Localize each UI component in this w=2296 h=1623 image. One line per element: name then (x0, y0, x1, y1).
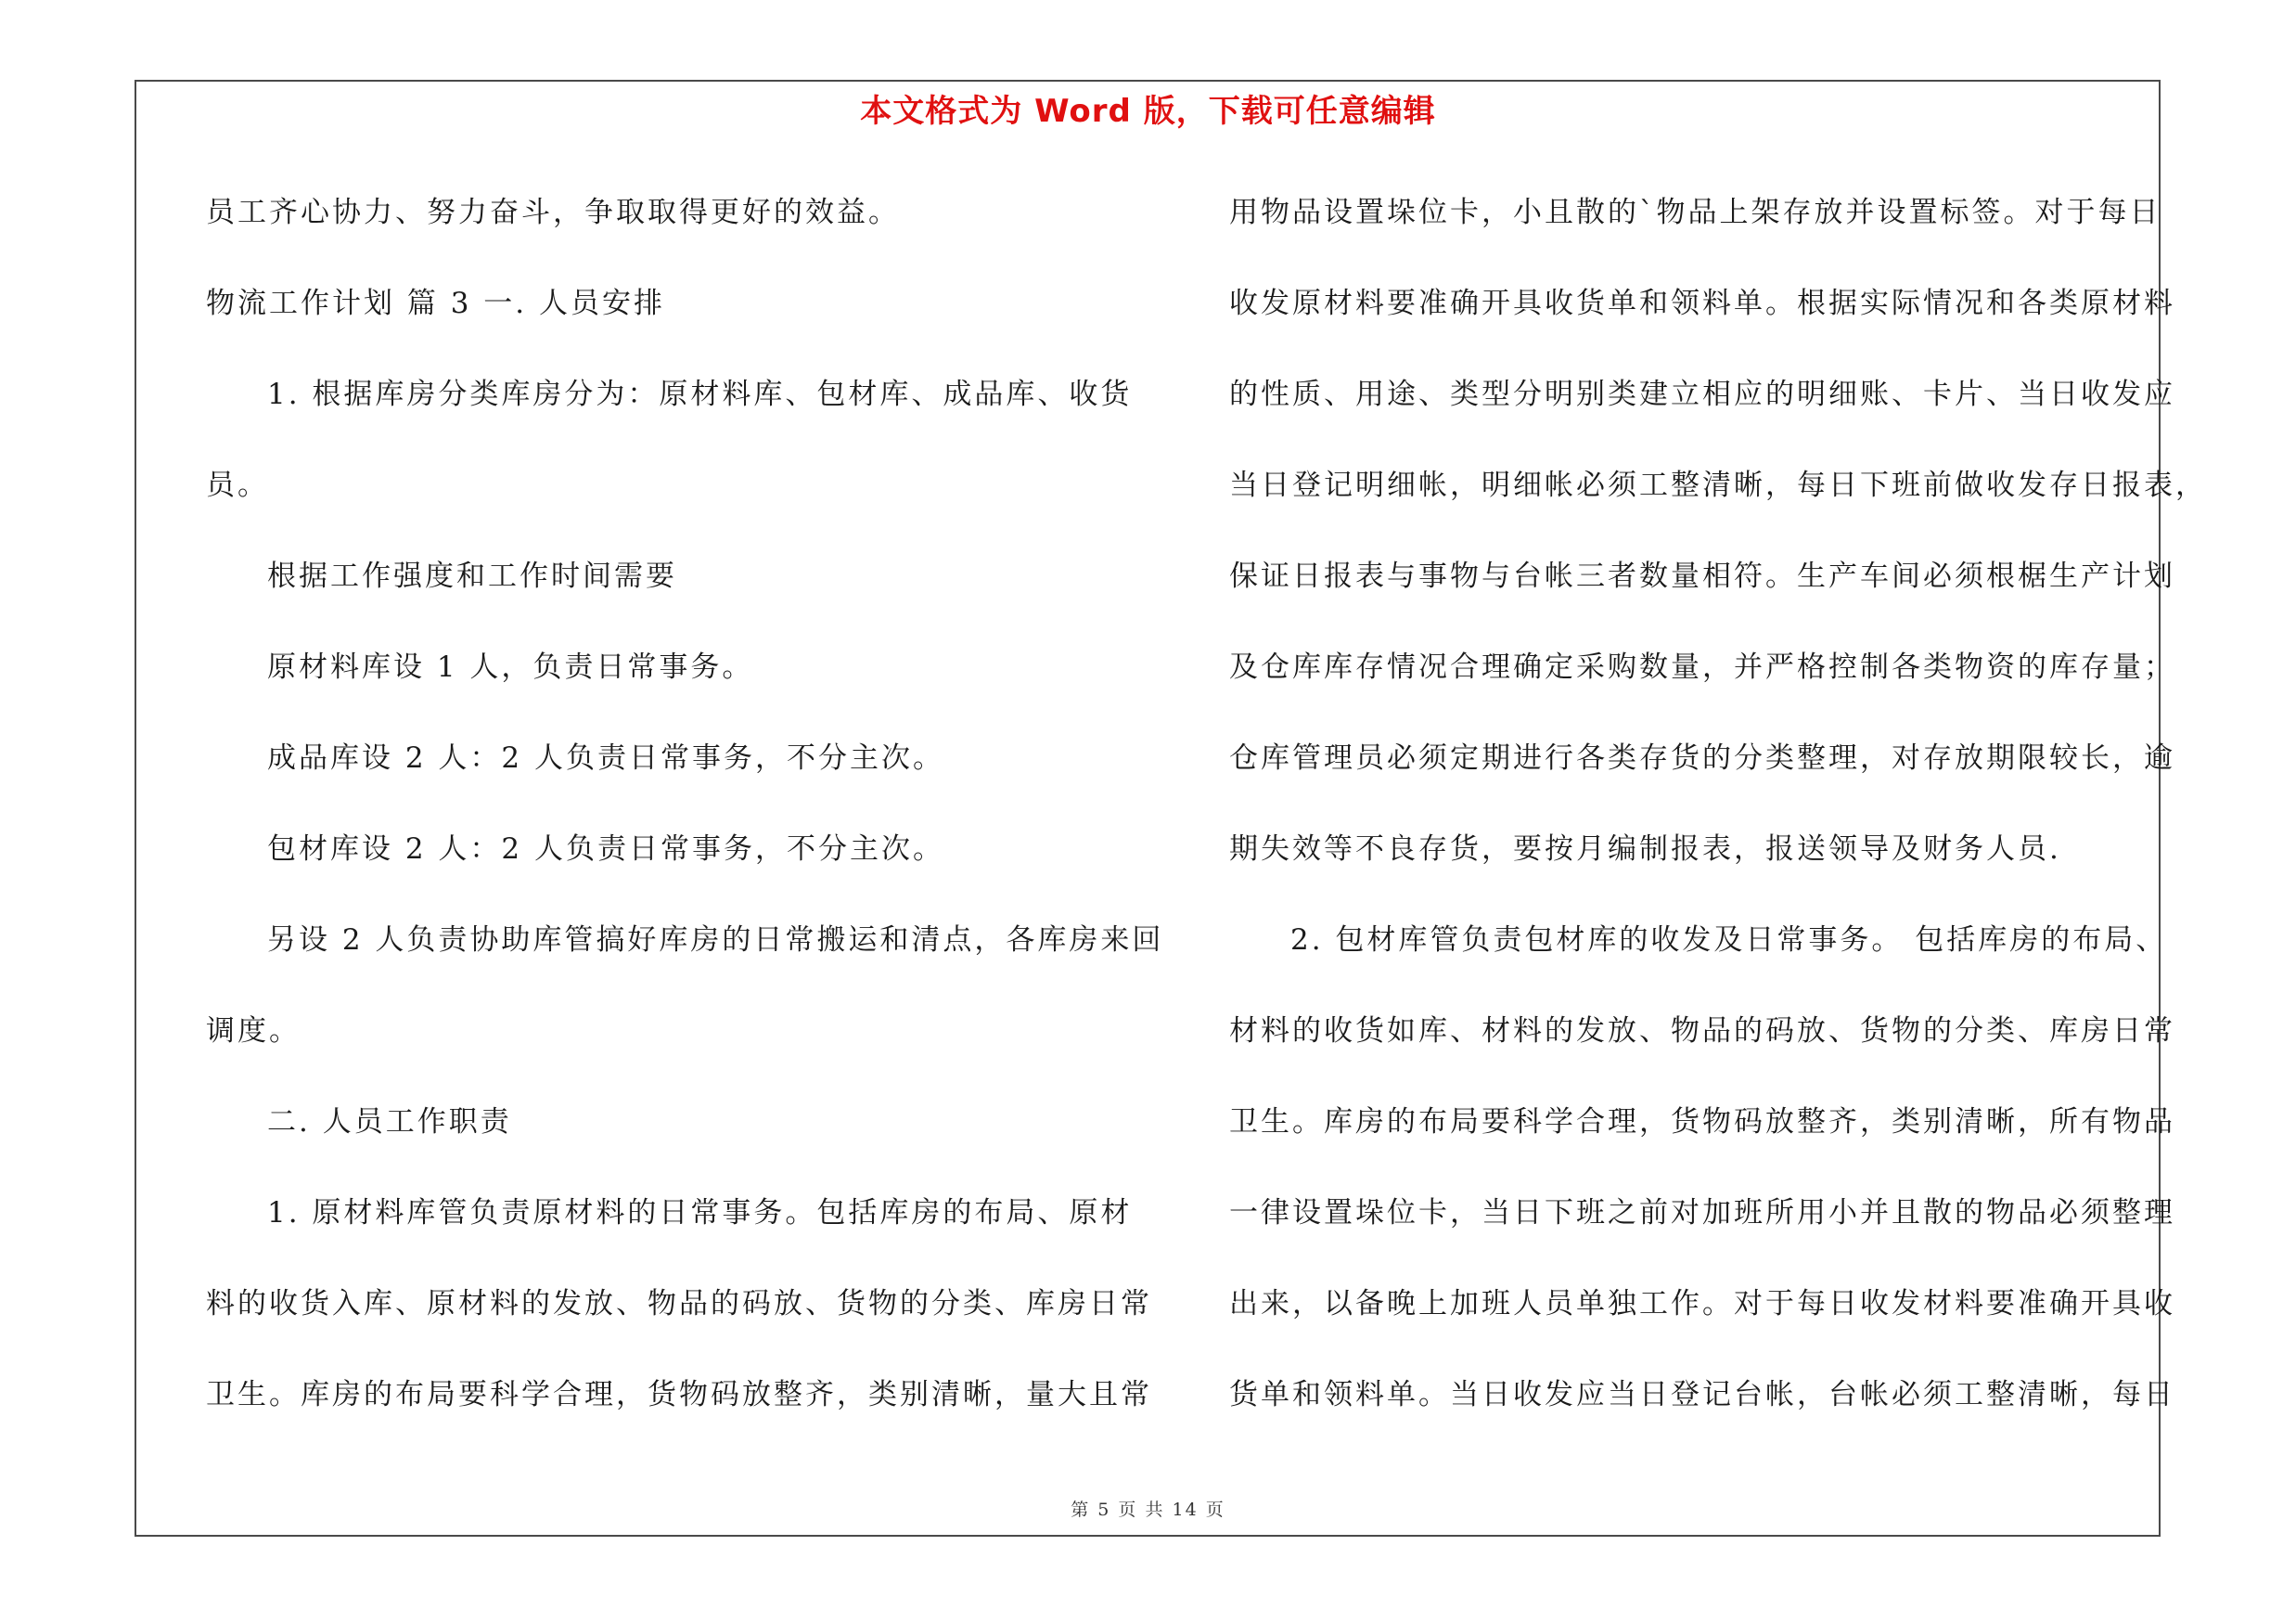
text-line: 的性质、用途、类型分明别类建立相应的明细账、卡片、当日收发应 (1229, 378, 2175, 411)
text-line: 仓库管理员必须定期进行各类存货的分类整理，对存放期限较长，逾 (1229, 741, 2175, 775)
text-line: 保证日报表与事物与台帐三者数量相符。生产车间必须根椐生产计划 (1229, 560, 2175, 593)
text-line: 货单和领料单。当日收发应当日登记台帐，台帐必须工整清晰，每日 (1229, 1378, 2175, 1411)
text-line: 及仓库库存情况合理确定采购数量，并严格控制各类物资的库存量； (1229, 650, 2175, 684)
text-line: 二. 人员工作职责 (267, 1105, 512, 1139)
text-line: 原材料库设 1 人，负责日常事务。 (267, 650, 754, 684)
text-line: 一律设置垛位卡，当日下班之前对加班所用小并且散的物品必须整理 (1229, 1196, 2175, 1230)
text-line: 收发原材料要准确开具收货单和领料单。根据实际情况和各类原材料 (1229, 287, 2175, 320)
text-line: 2. 包材库管负责包材库的收发及日常事务。 包括库房的布局、 (1290, 923, 2168, 957)
text-line: 料的收货入库、原材料的发放、物品的码放、货物的分类、库房日常 (206, 1287, 1152, 1320)
text-line: 卫生。库房的布局要科学合理，货物码放整齐，类别清晰，量大且常 (206, 1378, 1152, 1411)
text-line: 另设 2 人负责协助库管搞好库房的日常搬运和清点，各库房来回 (267, 923, 1164, 957)
text-line: 卫生。库房的布局要科学合理，货物码放整齐，类别清晰，所有物品 (1229, 1105, 2175, 1139)
text-line: 用物品设置垛位卡，小且散的`物品上架存放并设置标签。对于每日 (1229, 196, 2161, 229)
text-line: 当日登记明细帐，明细帐必须工整清晰，每日下班前做收发存日报表， (1229, 469, 2207, 502)
text-line: 员。 (206, 469, 269, 502)
text-line: 期失效等不良存货，要按月编制报表，报送领导及财务人员. (1229, 832, 2061, 866)
text-line: 物流工作计划 篇 3 一. 人员安排 (206, 287, 665, 320)
text-line: 1. 原材料库管负责原材料的日常事务。包括库房的布局、原材 (267, 1196, 1133, 1230)
text-line: 员工齐心协力、努力奋斗，争取取得更好的效益。 (206, 196, 900, 229)
text-line: 包材库设 2 人：2 人负责日常事务，不分主次。 (267, 832, 945, 866)
left-text-column (206, 184, 1164, 1457)
text-line: 调度。 (206, 1014, 301, 1048)
text-line: 材料的收货如库、材料的发放、物品的码放、货物的分类、库房日常 (1229, 1014, 2175, 1048)
text-line: 根据工作强度和工作时间需要 (267, 560, 677, 593)
edit-notice-banner: 本文格式为 Word 版，下载可任意编辑 (860, 93, 1436, 130)
text-line: 1. 根据库房分类库房分为：原材料库、包材库、成品库、收货 (267, 378, 1133, 411)
page-number-footer: 第 5 页 共 14 页 (1071, 1500, 1225, 1520)
right-text-column (1229, 184, 2207, 1457)
text-line: 出来，以备晚上加班人员单独工作。对于每日收发材料要准确开具收 (1229, 1287, 2175, 1320)
text-line: 成品库设 2 人：2 人负责日常事务，不分主次。 (267, 741, 945, 775)
